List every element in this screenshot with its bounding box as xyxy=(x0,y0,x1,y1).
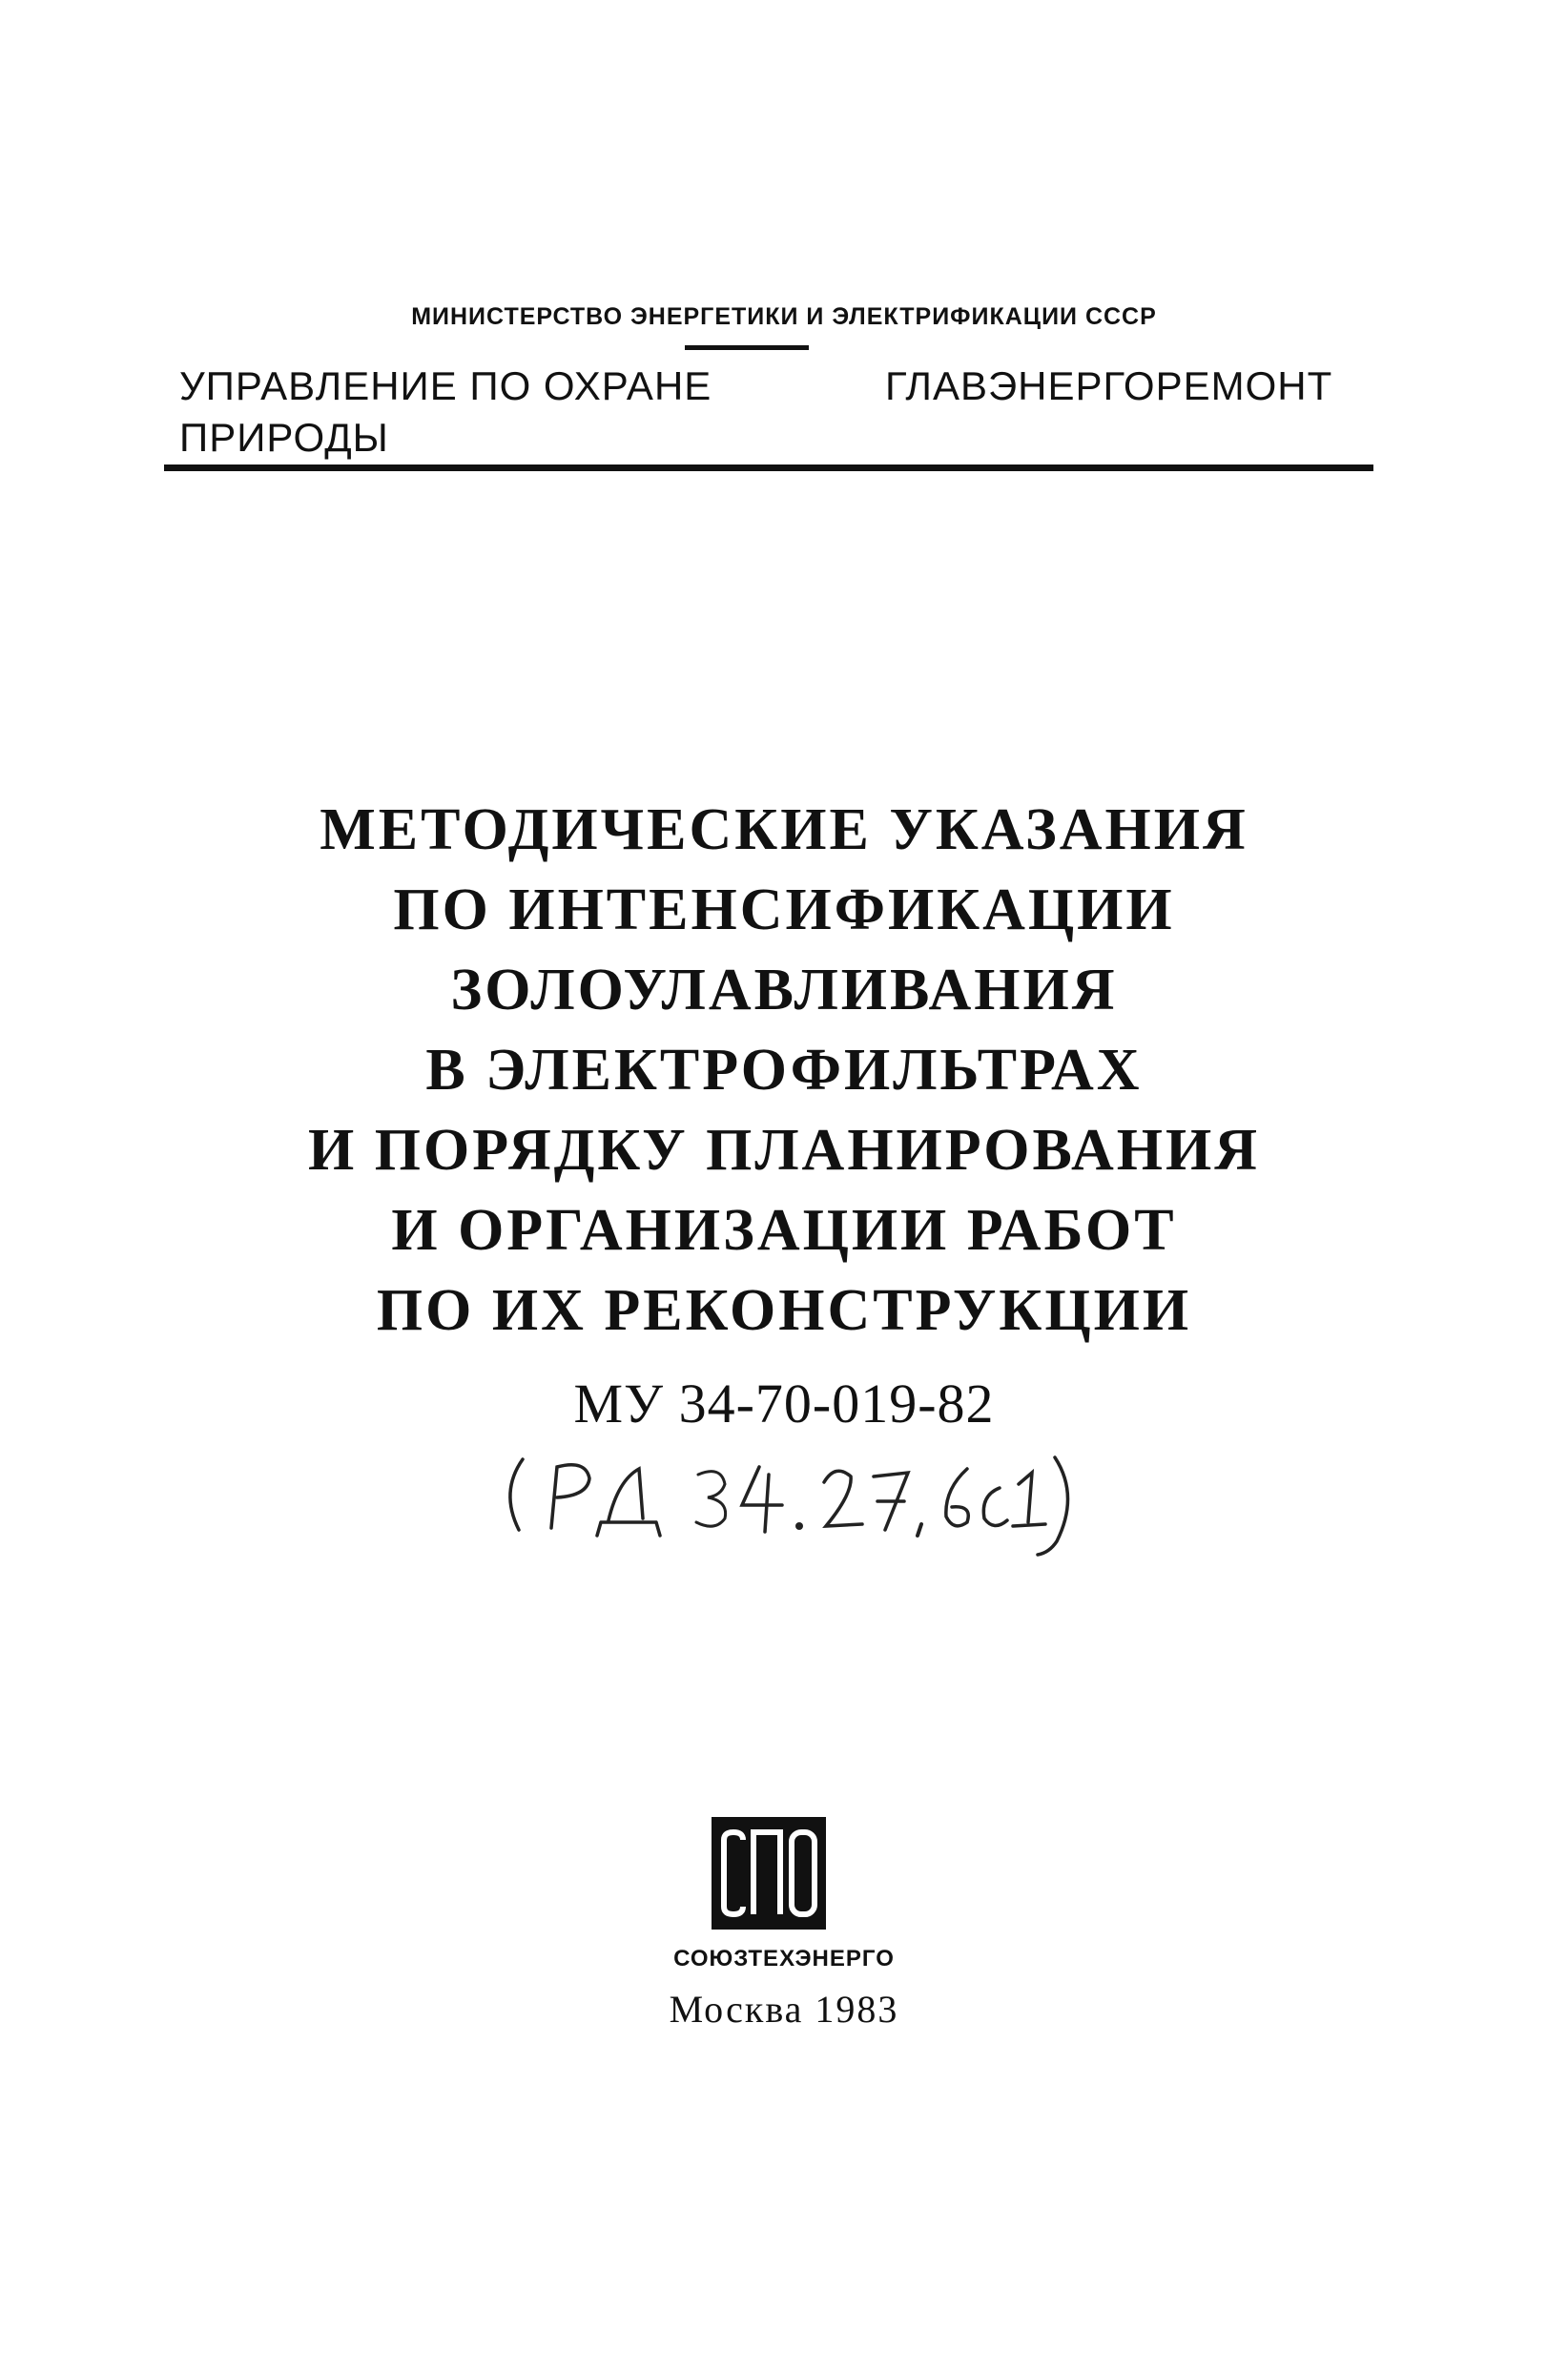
handwritten-note xyxy=(496,1442,1087,1557)
title-line: ЗОЛОУЛАВЛИВАНИЯ xyxy=(450,958,1118,1022)
title-line: ПО ИХ РЕКОНСТРУКЦИИ xyxy=(376,1278,1192,1343)
publisher-logo xyxy=(712,1817,826,1930)
document-title xyxy=(0,790,1568,1351)
department-right: ГЛАВЭНЕРГОРЕМОНТ xyxy=(885,363,1333,408)
ministry-name: МИНИСТЕРСТВО ЭНЕРГЕТИКИ И ЭЛЕКТРИФИКАЦИИ СССР xyxy=(411,303,1157,330)
title-line: ПО ИНТЕНСИФИКАЦИИ xyxy=(393,877,1175,942)
city-year: Москва 1983 xyxy=(669,1988,899,2031)
title-line: В ЭЛЕКТРОФИЛЬТРАХ xyxy=(425,1038,1143,1103)
title-line: И ОРГАНИЗАЦИИ РАБОТ xyxy=(391,1198,1177,1263)
header-divider xyxy=(164,464,1373,471)
department-left: УПРАВЛЕНИЕ ПО ОХРАНЕ ПРИРОДЫ xyxy=(179,363,712,460)
document-code: МУ 34-70-019-82 xyxy=(573,1373,995,1435)
title-line: МЕТОДИЧЕСКИЕ УКАЗАНИЯ xyxy=(320,797,1248,862)
short-divider xyxy=(685,345,809,350)
publisher-name: СОЮЗТЕХЭНЕРГО xyxy=(673,1946,895,1971)
title-line: И ПОРЯДКУ ПЛАНИРОВАНИЯ xyxy=(308,1118,1260,1183)
